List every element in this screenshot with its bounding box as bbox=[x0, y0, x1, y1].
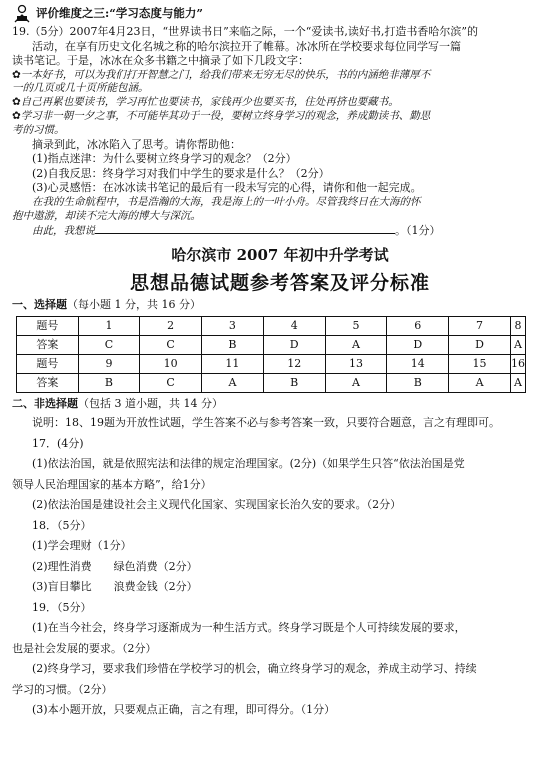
answer-table-cell: 8 bbox=[510, 317, 525, 336]
section-2-label: 二、非选择题 bbox=[12, 397, 78, 411]
q19-line: 活动，在享有历史文化名城之称的哈尔滨拉开了帷幕。冰冰所在学校要求每位同学写一篇 bbox=[32, 39, 461, 53]
answer-line: (1)在当今社会，终身学习逐渐成为一种生活方式。终身学习既是个人可持续发展的要求， bbox=[32, 621, 466, 635]
answer-blank bbox=[95, 224, 395, 234]
answer-line: 领导人民治理国家的基本方略”，给1分） bbox=[12, 477, 212, 491]
answer-table-cell: C bbox=[140, 374, 202, 393]
answer-table bbox=[16, 316, 526, 393]
answer-line: (1)学会理财（1分） bbox=[32, 539, 132, 553]
quote-line: 一的几页或几十页所能包涵。 bbox=[12, 82, 149, 95]
answer-table-cell: 13 bbox=[325, 355, 387, 374]
answer-line: 学习的习惯。（2分） bbox=[12, 682, 113, 696]
answer-table-cell: 5 bbox=[325, 317, 387, 336]
answer-table-row-header: 答案 bbox=[17, 336, 79, 355]
answer-line: 19．（5分） bbox=[32, 600, 92, 614]
answer-table-cell: A bbox=[510, 336, 525, 355]
answer-line: (3)盲目攀比 浪费金钱（2分） bbox=[32, 580, 198, 594]
answer-line: 也是社会发展的要求。（2分） bbox=[12, 641, 157, 655]
answer-table-cell: 14 bbox=[387, 355, 449, 374]
answer-table-cell: B bbox=[387, 374, 449, 393]
answer-table-cell: A bbox=[325, 336, 387, 355]
fill-suffix: 。（1分） bbox=[395, 223, 441, 237]
quote-line: ✿学习非一朝一夕之事，不可能毕其功于一役，要树立终身学习的观念，养成勤读书、勤思 bbox=[12, 110, 431, 123]
answer-table-cell: 12 bbox=[263, 355, 325, 374]
answer-table-cell: B bbox=[263, 374, 325, 393]
section-1-label: 一、选择题 bbox=[12, 298, 67, 312]
essay-line: 抱中遨游，却读不完大海的博大与深沉。 bbox=[12, 209, 201, 222]
answer-table-cell: A bbox=[202, 374, 264, 393]
q19-after-text: 摘录到此，冰冰陷入了思考。请你帮助他： bbox=[32, 137, 241, 151]
answer-table-row bbox=[17, 355, 526, 374]
answer-table-row bbox=[17, 317, 526, 336]
answer-table-row bbox=[17, 336, 526, 355]
answer-table-cell: D bbox=[449, 336, 511, 355]
answer-table-cell: 6 bbox=[387, 317, 449, 336]
answer-line: (2)理性消费 绿色消费（2分） bbox=[32, 559, 198, 573]
answer-line: 17．(4分) bbox=[32, 436, 84, 450]
answer-table-cell: 15 bbox=[449, 355, 511, 374]
quote-line: ✿一本好书，可以为我们打开智慧之门，给我们带来无穷无尽的快乐，书的内涵绝非薄厚不 bbox=[12, 68, 431, 81]
answer-table-cell: B bbox=[202, 336, 264, 355]
fill-prefix: 由此，我想说 bbox=[32, 224, 95, 237]
answer-table-cell: 10 bbox=[140, 355, 202, 374]
quote-line: ✿自己再累也要读书，学习再忙也要读书，家钱再少也要买书，住处再挤也要藏书。 bbox=[12, 96, 399, 109]
q19-line: 19.（5分）2007年4月23日，“世界读书日”来临之际，一个“爱读书,读好书,打造书香哈尔滨”的 bbox=[12, 25, 478, 38]
quote-line: 考的习惯。 bbox=[12, 123, 65, 136]
section-1-heading bbox=[12, 298, 548, 314]
answer-line: (1)依法治国，就是依照宪法和法律的规定治理国家。(2分)（如果学生只答“依法治国是党 bbox=[32, 457, 465, 471]
evaluation-header bbox=[12, 3, 548, 25]
answer-table-cell: D bbox=[387, 336, 449, 355]
q19-sub-question: (3)心灵感悟：在冰冰读书笔记的最后有一段未写完的心得，请你和他一起完成。 bbox=[32, 181, 422, 195]
answer-table-cell: 11 bbox=[202, 355, 264, 374]
answer-table-cell: B bbox=[78, 374, 140, 393]
answer-table-row bbox=[17, 374, 526, 393]
answer-table-cell: 4 bbox=[263, 317, 325, 336]
fill-in-line bbox=[12, 224, 548, 239]
answer-line: 说明：18、19题为开放性试题，学生答案不必与参考答案一致，只要符合题意，言之有理即可。 bbox=[32, 416, 500, 430]
answer-table-cell: 9 bbox=[78, 355, 140, 374]
answer-table-cell: 2 bbox=[140, 317, 202, 336]
answer-table-row-header: 答案 bbox=[17, 374, 79, 393]
answer-table-cell: A bbox=[449, 374, 511, 393]
answer-table-cell: A bbox=[325, 374, 387, 393]
reading-student-icon bbox=[12, 4, 32, 24]
section-2-heading bbox=[12, 397, 548, 413]
section-2-body bbox=[12, 413, 548, 721]
header-title: 评价维度之三:“学习态度与能力” bbox=[36, 6, 203, 21]
answer-table-cell: 1 bbox=[78, 317, 140, 336]
answer-table-cell: 3 bbox=[202, 317, 264, 336]
question-19-block bbox=[12, 25, 548, 238]
answer-line: (3)本小题开放，只要观点正确，言之有理，即可得分。（1分） bbox=[32, 703, 336, 717]
q19-sub-question: (2)自我反思：终身学习对我们中学生的要求是什么？（2分） bbox=[32, 166, 330, 180]
answer-table-row-header: 题号 bbox=[17, 355, 79, 374]
answer-table-cell: 7 bbox=[449, 317, 511, 336]
answer-table-row-header: 题号 bbox=[17, 317, 79, 336]
answer-line: (2)终身学习，要求我们珍惜在学校学习的机会，确立终身学习的观念，养成主动学习、持续 bbox=[32, 662, 477, 676]
answer-line: 18．（5分） bbox=[32, 518, 92, 532]
section-1-note: （每小题 1 分，共 16 分） bbox=[67, 298, 201, 312]
answer-line: (2)依法治国是建设社会主义现代化国家、实现国家长治久安的要求。（2分） bbox=[32, 498, 402, 512]
answer-table-cell: C bbox=[140, 336, 202, 355]
essay-line: 在我的生命航程中，书是浩瀚的大海，我是海上的一叶小舟。尽管我终日在大海的怀 bbox=[32, 195, 421, 208]
answer-table-cell: 16 bbox=[510, 355, 525, 374]
section-2-note: （包括 3 道小题，共 14 分） bbox=[78, 397, 223, 411]
q19-sub-question: (1)指点迷津：为什么要树立终身学习的观念？（2分） bbox=[32, 152, 297, 166]
answer-table-cell: D bbox=[263, 336, 325, 355]
answer-table-cell: C bbox=[78, 336, 140, 355]
exam-subtitle: 思想品德试题参考答案及评分标准 bbox=[129, 272, 430, 295]
answer-table-cell: A bbox=[510, 374, 525, 393]
exam-title: 哈尔滨市 2007 年初中升学考试 bbox=[171, 246, 389, 265]
q19-line: 读书笔记。于是，冰冰在众多书籍之中摘录了如下几段文字： bbox=[12, 54, 309, 68]
